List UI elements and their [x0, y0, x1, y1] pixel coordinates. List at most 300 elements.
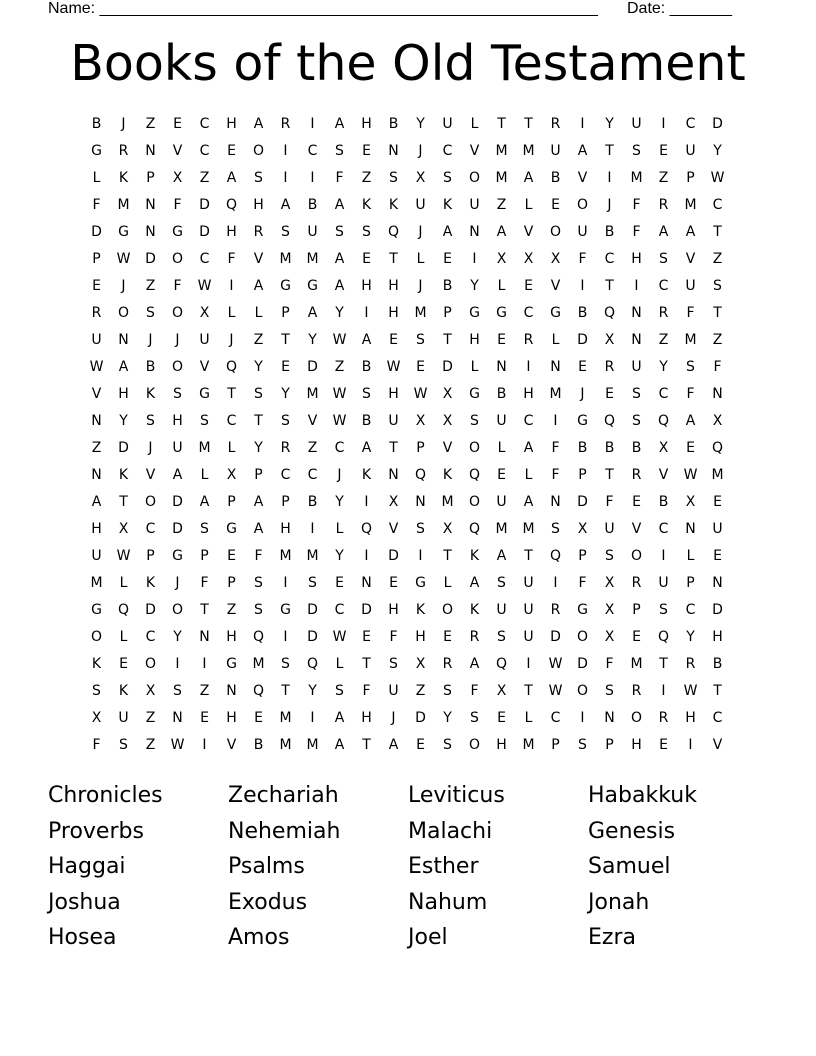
grid-letter: P: [551, 737, 560, 753]
grid-letter: E: [551, 197, 560, 213]
grid-letter: M: [522, 143, 535, 159]
word-bank-item: Leviticus: [408, 783, 505, 808]
grid-letter: E: [416, 359, 425, 375]
grid-letter: Y: [335, 548, 344, 564]
grid-letter: V: [307, 413, 318, 429]
grid-row: [83, 381, 731, 408]
grid-letter: M: [252, 656, 265, 672]
grid-letter: Z: [199, 170, 210, 186]
grid-letter: Y: [443, 710, 452, 726]
grid-letter: H: [631, 737, 642, 753]
grid-letter: Y: [308, 683, 317, 699]
grid-letter: H: [172, 413, 183, 429]
grid-letter: D: [199, 224, 210, 240]
grid-letter: F: [254, 548, 263, 564]
grid-letter: C: [712, 710, 723, 726]
grid-row: [83, 489, 731, 516]
grid-letter: I: [283, 629, 288, 645]
grid-letter: J: [148, 440, 153, 456]
grid-letter: T: [497, 116, 506, 132]
word-bank-item: Nehemiah: [228, 818, 341, 844]
grid-letter: N: [631, 332, 642, 348]
grid-letter: F: [632, 224, 641, 240]
grid-letter: I: [553, 413, 558, 429]
grid-letter: H: [361, 116, 372, 132]
grid-letter: N: [388, 143, 399, 159]
grid-letter: M: [198, 440, 211, 456]
grid-letter: L: [524, 197, 533, 213]
grid-letter: E: [227, 548, 236, 564]
grid-letter: C: [226, 413, 237, 429]
grid-letter: U: [496, 494, 507, 510]
grid-letter: S: [497, 629, 506, 645]
grid-letter: S: [146, 305, 155, 321]
grid-letter: B: [550, 170, 561, 186]
grid-letter: F: [713, 359, 722, 375]
grid-letter: F: [578, 575, 587, 591]
grid-letter: Z: [307, 440, 318, 456]
grid-letter: U: [496, 602, 507, 618]
grid-letter: V: [577, 170, 588, 186]
grid-letter: G: [469, 305, 480, 321]
grid-letter: J: [607, 197, 612, 213]
grid-letter: Q: [657, 629, 670, 645]
grid-letter: T: [659, 656, 668, 672]
grid-letter: N: [226, 683, 237, 699]
grid-letter: J: [121, 116, 126, 132]
grid-letter: G: [172, 224, 183, 240]
grid-row: [83, 300, 731, 327]
grid-letter: E: [362, 143, 371, 159]
grid-letter: H: [91, 521, 102, 537]
grid-letter: W: [683, 467, 698, 483]
grid-letter: U: [577, 224, 588, 240]
grid-letter: U: [388, 683, 399, 699]
grid-letter: G: [550, 305, 561, 321]
grid-letter: A: [334, 737, 345, 753]
grid-letter: N: [712, 575, 723, 591]
grid-letter: A: [658, 224, 669, 240]
grid-letter: Z: [658, 332, 669, 348]
grid-letter: C: [199, 116, 210, 132]
grid-row: [83, 273, 731, 300]
grid-letter: T: [281, 332, 290, 348]
grid-letter: W: [116, 548, 131, 564]
grid-letter: H: [469, 332, 480, 348]
grid-letter: Z: [415, 683, 426, 699]
grid-letter: B: [631, 440, 642, 456]
grid-letter: E: [92, 278, 101, 294]
grid-letter: Z: [145, 710, 156, 726]
grid-letter: O: [576, 683, 589, 699]
grid-letter: A: [361, 332, 372, 348]
grid-letter: D: [577, 494, 588, 510]
grid-letter: Q: [468, 521, 481, 537]
grid-letter: J: [391, 710, 396, 726]
grid-letter: A: [496, 548, 507, 564]
word-bank-item: Malachi: [408, 818, 493, 844]
grid-letter: E: [119, 656, 128, 672]
grid-letter: C: [307, 467, 318, 483]
grid-letter: L: [416, 251, 425, 267]
grid-letter: E: [524, 278, 533, 294]
grid-letter: W: [548, 656, 563, 672]
grid-letter: D: [307, 359, 318, 375]
grid-letter: I: [364, 305, 369, 321]
grid-letter: Y: [470, 278, 479, 294]
grid-letter: E: [443, 629, 452, 645]
grid-letter: U: [658, 575, 669, 591]
grid-letter: O: [252, 143, 265, 159]
grid-letter: K: [91, 656, 102, 672]
grid-letter: M: [279, 548, 292, 564]
grid-letter: H: [496, 737, 507, 753]
grid-letter: Y: [335, 305, 344, 321]
grid-letter: X: [604, 629, 615, 645]
grid-letter: I: [553, 575, 558, 591]
grid-letter: X: [199, 305, 210, 321]
grid-letter: T: [524, 116, 533, 132]
grid-letter: R: [658, 305, 669, 321]
grid-letter: H: [631, 251, 642, 267]
grid-letter: J: [175, 332, 180, 348]
word-bank-item: Genesis: [588, 818, 676, 844]
grid-letter: V: [253, 251, 264, 267]
grid-letter: H: [361, 278, 372, 294]
grid-letter: Y: [281, 386, 290, 402]
grid-letter: F: [578, 251, 587, 267]
grid-letter: H: [226, 710, 237, 726]
grid-letter: L: [119, 629, 128, 645]
grid-letter: S: [470, 413, 479, 429]
grid-letter: X: [658, 440, 669, 456]
grid-letter: D: [361, 602, 372, 618]
grid-letter: W: [332, 413, 347, 429]
grid-letter: S: [308, 575, 317, 591]
grid-letter: G: [91, 602, 102, 618]
grid-letter: E: [362, 629, 371, 645]
grid-letter: H: [712, 629, 723, 645]
grid-row: [83, 435, 731, 462]
grid-letter: F: [200, 575, 209, 591]
grid-letter: M: [306, 386, 319, 402]
grid-letter: T: [605, 143, 614, 159]
grid-row: [83, 570, 731, 597]
grid-letter: S: [659, 251, 668, 267]
word-bank-item: Proverbs: [48, 818, 144, 844]
grid-letter: H: [280, 521, 291, 537]
grid-letter: T: [524, 548, 533, 564]
grid-letter: E: [335, 575, 344, 591]
grid-letter: X: [442, 413, 453, 429]
grid-letter: K: [415, 602, 426, 618]
grid-letter: Q: [414, 467, 427, 483]
grid-letter: Z: [712, 332, 723, 348]
word-bank-item: Hosea: [48, 925, 117, 951]
grid-letter: U: [604, 521, 615, 537]
grid-letter: O: [90, 629, 103, 645]
grid-letter: E: [443, 251, 452, 267]
grid-letter: W: [332, 332, 347, 348]
grid-letter: Q: [117, 602, 130, 618]
grid-letter: B: [604, 440, 615, 456]
grid-letter: E: [659, 737, 668, 753]
grid-letter: Q: [387, 224, 400, 240]
grid-letter: N: [91, 467, 102, 483]
grid-letter: H: [118, 386, 129, 402]
grid-letter: S: [551, 521, 560, 537]
grid-letter: E: [362, 251, 371, 267]
grid-letter: F: [686, 386, 695, 402]
grid-letter: Q: [711, 440, 724, 456]
grid-letter: Q: [603, 413, 616, 429]
grid-letter: L: [227, 305, 236, 321]
grid-letter: Y: [254, 359, 263, 375]
grid-letter: W: [332, 629, 347, 645]
grid-letter: T: [227, 386, 236, 402]
grid-letter: L: [497, 278, 506, 294]
grid-letter: X: [523, 251, 534, 267]
grid-letter: S: [416, 521, 425, 537]
grid-letter: S: [659, 602, 668, 618]
grid-letter: C: [307, 143, 318, 159]
grid-letter: C: [712, 197, 723, 213]
grid-letter: I: [607, 170, 612, 186]
grid-letter: D: [307, 602, 318, 618]
grid-letter: R: [658, 197, 669, 213]
grid-letter: N: [550, 359, 561, 375]
grid-letter: L: [551, 332, 560, 348]
grid-letter: A: [334, 116, 345, 132]
grid-letter: V: [172, 143, 183, 159]
grid-letter: M: [306, 548, 319, 564]
grid-letter: M: [117, 197, 130, 213]
grid-letter: H: [226, 116, 237, 132]
grid-letter: O: [549, 224, 562, 240]
grid-letter: I: [175, 656, 180, 672]
grid-letter: H: [226, 629, 237, 645]
grid-letter: S: [713, 278, 722, 294]
grid-letter: P: [227, 575, 236, 591]
grid-letter: K: [361, 197, 372, 213]
grid-letter: A: [172, 467, 183, 483]
grid-letter: L: [200, 467, 209, 483]
grid-letter: S: [254, 386, 263, 402]
grid-row: [83, 192, 731, 219]
grid-letter: T: [389, 251, 398, 267]
grid-letter: Z: [712, 251, 723, 267]
grid-row: [83, 327, 731, 354]
grid-letter: F: [227, 251, 236, 267]
grid-letter: M: [90, 575, 103, 591]
grid-letter: P: [578, 467, 587, 483]
grid-letter: Y: [713, 143, 722, 159]
grid-letter: C: [523, 305, 534, 321]
grid-letter: A: [334, 710, 345, 726]
grid-letter: Q: [468, 467, 481, 483]
grid-letter: W: [386, 359, 401, 375]
grid-letter: S: [389, 170, 398, 186]
grid-letter: Q: [603, 305, 616, 321]
grid-letter: G: [118, 224, 129, 240]
grid-letter: J: [418, 278, 423, 294]
grid-letter: J: [418, 143, 423, 159]
grid-letter: C: [604, 251, 615, 267]
grid-letter: G: [226, 521, 237, 537]
grid-letter: P: [281, 494, 290, 510]
grid-letter: I: [661, 683, 666, 699]
grid-letter: Z: [496, 197, 507, 213]
grid-letter: V: [442, 440, 453, 456]
grid-letter: B: [604, 224, 615, 240]
grid-letter: U: [91, 548, 102, 564]
grid-letter: A: [523, 440, 534, 456]
grid-letter: U: [415, 197, 426, 213]
grid-letter: M: [441, 494, 454, 510]
grid-letter: X: [496, 683, 507, 699]
grid-letter: X: [388, 494, 399, 510]
grid-letter: O: [468, 737, 481, 753]
grid-letter: I: [526, 359, 531, 375]
grid-letter: F: [551, 440, 560, 456]
grid-letter: G: [415, 575, 426, 591]
grid-letter: F: [389, 629, 398, 645]
grid-letter: O: [630, 548, 643, 564]
grid-letter: X: [226, 467, 237, 483]
grid-letter: L: [254, 305, 263, 321]
grid-letter: P: [146, 170, 155, 186]
grid-letter: E: [632, 629, 641, 645]
grid-letter: N: [145, 224, 156, 240]
grid-letter: V: [469, 143, 480, 159]
grid-letter: N: [604, 710, 615, 726]
grid-letter: A: [523, 494, 534, 510]
grid-letter: S: [470, 710, 479, 726]
grid-letter: P: [605, 737, 614, 753]
grid-letter: D: [172, 494, 183, 510]
grid-letter: A: [442, 224, 453, 240]
grid-letter: T: [362, 737, 371, 753]
word-bank-item: Psalms: [228, 854, 305, 880]
grid-letter: X: [415, 170, 426, 186]
grid-letter: V: [199, 359, 210, 375]
grid-letter: T: [524, 683, 533, 699]
grid-letter: X: [442, 386, 453, 402]
grid-letter: R: [631, 683, 642, 699]
grid-letter: X: [577, 521, 588, 537]
grid-letter: Z: [361, 170, 372, 186]
grid-letter: K: [145, 575, 156, 591]
grid-letter: I: [310, 116, 315, 132]
grid-letter: K: [118, 170, 129, 186]
letter-grid: [83, 111, 731, 759]
grid-letter: S: [335, 683, 344, 699]
grid-letter: E: [497, 467, 506, 483]
grid-row: [83, 219, 731, 246]
grid-letter: W: [548, 683, 563, 699]
grid-letter: F: [362, 683, 371, 699]
grid-letter: K: [388, 197, 399, 213]
grid-letter: E: [713, 548, 722, 564]
grid-letter: J: [418, 224, 423, 240]
grid-letter: M: [306, 737, 319, 753]
grid-letter: R: [118, 143, 129, 159]
grid-letter: U: [523, 629, 534, 645]
word-bank-item: Exodus: [228, 889, 308, 915]
grid-letter: A: [685, 224, 696, 240]
grid-letter: R: [550, 116, 561, 132]
grid-letter: U: [118, 710, 129, 726]
grid-letter: N: [388, 467, 399, 483]
grid-letter: P: [632, 602, 641, 618]
grid-letter: D: [118, 440, 129, 456]
grid-letter: A: [253, 494, 264, 510]
word-bank-item: Zechariah: [228, 783, 339, 808]
grid-letter: M: [279, 251, 292, 267]
grid-letter: C: [658, 386, 669, 402]
grid-letter: D: [550, 629, 561, 645]
grid-letter: O: [468, 494, 481, 510]
grid-letter: Z: [91, 440, 102, 456]
grid-letter: A: [199, 494, 210, 510]
grid-letter: X: [415, 656, 426, 672]
page-title: Books of the Old Testament: [70, 35, 746, 92]
grid-letter: F: [173, 278, 182, 294]
grid-letter: P: [578, 548, 587, 564]
grid-letter: V: [685, 251, 696, 267]
grid-letter: E: [254, 710, 263, 726]
grid-letter: O: [171, 251, 184, 267]
grid-letter: A: [253, 521, 264, 537]
grid-letter: R: [631, 467, 642, 483]
word-bank-item: Samuel: [588, 854, 671, 880]
grid-letter: A: [280, 197, 291, 213]
grid-letter: T: [362, 656, 371, 672]
grid-letter: V: [658, 467, 669, 483]
grid-letter: J: [337, 467, 342, 483]
grid-letter: K: [145, 386, 156, 402]
grid-letter: C: [685, 602, 696, 618]
grid-letter: C: [199, 143, 210, 159]
grid-letter: D: [145, 602, 156, 618]
grid-letter: T: [605, 467, 614, 483]
grid-letter: N: [415, 494, 426, 510]
grid-letter: F: [92, 197, 101, 213]
grid-letter: F: [335, 170, 344, 186]
grid-letter: Y: [605, 116, 614, 132]
grid-row: [83, 462, 731, 489]
grid-letter: I: [526, 656, 531, 672]
grid-letter: O: [468, 170, 481, 186]
grid-letter: I: [202, 737, 207, 753]
grid-letter: U: [523, 575, 534, 591]
grid-letter: T: [119, 494, 128, 510]
word-bank-item: Nahum: [408, 889, 488, 915]
grid-letter: V: [550, 278, 561, 294]
grid-letter: H: [415, 629, 426, 645]
grid-letter: S: [632, 143, 641, 159]
grid-letter: B: [253, 737, 264, 753]
grid-letter: I: [580, 116, 585, 132]
grid-row: [83, 732, 731, 759]
grid-letter: B: [442, 278, 453, 294]
grid-letter: R: [685, 656, 696, 672]
grid-letter: S: [443, 170, 452, 186]
grid-letter: K: [361, 467, 372, 483]
grid-letter: J: [175, 575, 180, 591]
grid-letter: S: [281, 656, 290, 672]
grid-row: [83, 597, 731, 624]
